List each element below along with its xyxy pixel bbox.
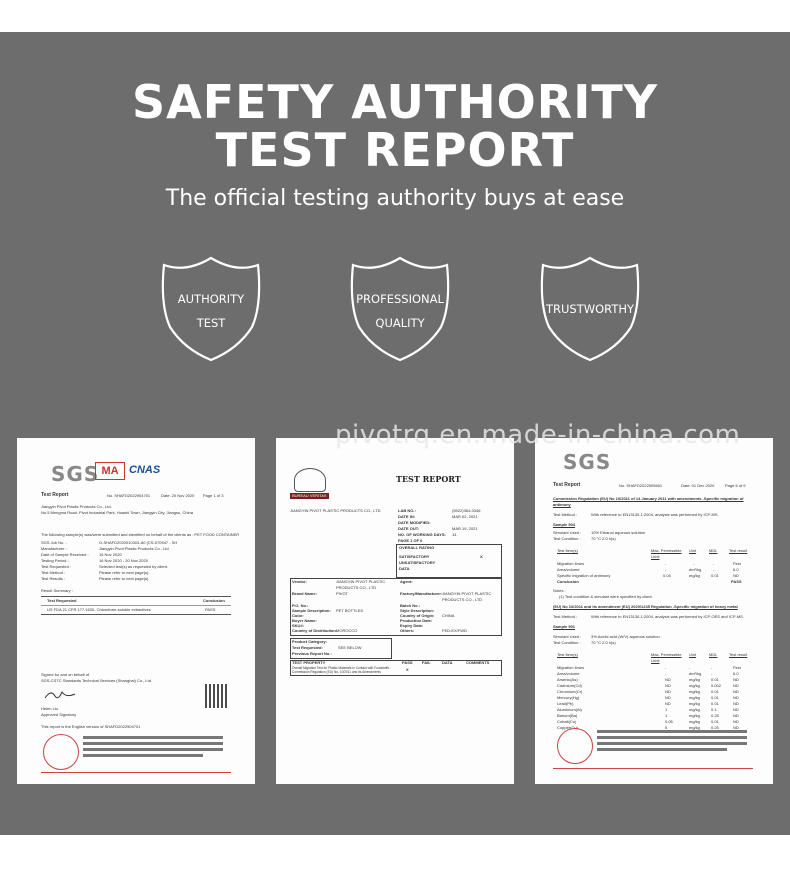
table-cell: mg/kg xyxy=(689,725,700,730)
date-out-label: DATE OUT: xyxy=(398,526,420,531)
table-rule xyxy=(41,596,231,597)
table-cell: mg/kg xyxy=(689,713,700,718)
column-header: Unit xyxy=(689,652,697,657)
table-cell: Conclusion xyxy=(557,579,579,584)
report-number: No. SHAFD2022505601 xyxy=(619,483,663,488)
table-cell: ND xyxy=(733,701,739,706)
sgs-logo: SGS xyxy=(51,462,100,486)
table-cell: 0.01 xyxy=(711,573,719,578)
table-cell: mg/kg xyxy=(689,719,700,724)
table-cell: ND xyxy=(733,707,739,712)
table-cell: - xyxy=(711,671,713,676)
table-header: DATA xyxy=(442,660,453,665)
cnas-logo: CNAS xyxy=(129,464,161,476)
regulation-heading: Commission Regulation (EU) No 10/2011 of 14 January 2011 with amendments -Specific migration of antimony xyxy=(553,496,744,507)
report-title: Test Report xyxy=(41,492,69,498)
field-key: Date of Sample Received : xyxy=(41,552,89,557)
table-cell: ND xyxy=(733,677,739,682)
table-cell: Mercury(Hg) xyxy=(557,695,580,700)
table-cell: 6.0 xyxy=(733,567,739,572)
column-header: Unit xyxy=(689,548,697,553)
page-title-line1: SAFETY AUTHORITY xyxy=(131,75,659,129)
table-cell: 0.25 xyxy=(711,725,719,730)
table-cell: ND xyxy=(733,713,739,718)
distribution-country-label: Country of Distribution: xyxy=(292,628,338,633)
table-cell: dm²/kg xyxy=(689,671,702,676)
report-page: Page 1 of 3 xyxy=(203,493,224,498)
client-name: JIANGYIN PIVOT PLASTIC PRODUCTS CO., LTD xyxy=(290,508,381,513)
table-cell: PASS xyxy=(731,579,742,584)
color-label: Color: xyxy=(292,613,304,618)
table-cell: - xyxy=(665,561,667,566)
table-cell: First xyxy=(733,561,741,566)
test-method-value: With reference to EN13130-1:2004, analysis was performed by ICP-OES and ICP-MS. xyxy=(591,614,744,619)
batch-label: Batch No.: xyxy=(400,603,420,608)
ma-logo: MA xyxy=(95,462,125,480)
seal-stamp-icon xyxy=(43,734,79,770)
table-cell: - xyxy=(693,561,695,566)
sample-description-value: PET BOTTLES xyxy=(336,608,364,613)
table-cell: ND xyxy=(665,701,671,706)
table-cell: US FDA 21 CFR 177.1630- Chloroform-soluble extractives xyxy=(47,607,151,612)
simulant-label: Simulant Used : xyxy=(553,634,582,639)
result-summary-label: Result Summary : xyxy=(41,588,73,593)
table-cell: ND xyxy=(733,689,739,694)
simulant-value: 10% Ethanol aqueous solution xyxy=(591,530,646,535)
table-cell: 0.25 xyxy=(711,713,719,718)
column-header: MDL xyxy=(709,548,718,553)
table-cell: First xyxy=(733,665,741,670)
report-date: Date: 20 Nov 2020 xyxy=(161,493,195,498)
working-days-value: 14 xyxy=(452,532,457,537)
table-cell: - xyxy=(665,665,667,670)
others-label: Others: xyxy=(400,628,415,633)
table-header: Test Requested xyxy=(47,598,77,603)
condition-value: 70 °C 2.0 h(s) xyxy=(591,640,616,645)
field-key: SGS Job No. : xyxy=(41,540,67,545)
table-cell: mg/kg xyxy=(689,701,700,706)
field-value: Please refer to next page(s). xyxy=(99,570,150,575)
regulation-heading: (EU) No 10/2011 and its amendment (EU) 2020/1245 Regulation -Specific migration of heavy metal xyxy=(553,604,738,609)
fine-print-line xyxy=(83,736,223,739)
table-cell: mg/kg xyxy=(689,573,700,578)
badge-label-line1: TRUSTWORTHY xyxy=(545,302,635,316)
table-cell: Migration times xyxy=(557,561,585,566)
table-cell: Area/volume xyxy=(557,567,580,572)
simulant-label: Simulant Used : xyxy=(553,530,582,535)
column-header: Max. Permissible Limit xyxy=(651,652,682,663)
table-cell: ND xyxy=(665,689,671,694)
badge-authority-test xyxy=(156,255,266,363)
table-cell: - xyxy=(713,561,715,566)
table-cell: mg/kg xyxy=(689,707,700,712)
table-cell: ND xyxy=(733,725,739,730)
table-cell: ND xyxy=(733,719,739,724)
signature-icon xyxy=(43,688,77,702)
rating-check-mark: X xyxy=(480,554,483,559)
sample-label: Sample 501 xyxy=(553,624,576,629)
note-text: (1) Test condition & simulant were specified by client. xyxy=(559,594,653,599)
signer-title: Approved Signatory xyxy=(41,712,77,717)
fine-print-line xyxy=(597,742,747,745)
table-cell: 1 xyxy=(665,713,668,718)
column-header: Test Item(s) xyxy=(557,652,578,657)
lab-no-value: (5922)364-0346 xyxy=(452,508,481,513)
table-cell: Aluminium(Al) xyxy=(557,707,582,712)
intro-text: The following sample(s) was/were submitted and identified on behalf of the clients as : PET FOOD CONTAINER xyxy=(41,532,240,537)
date-in-label: DATE IN: xyxy=(398,514,416,519)
vendor-value: JIANGYIN PIVOT PLASTIC PRODUCTS CO., LTD xyxy=(336,579,386,590)
condition-label: Test Condition : xyxy=(553,640,581,645)
bureau-veritas-logo-text: BUREAU VERITAS xyxy=(292,493,327,498)
previous-report-label: Previous Report No.: xyxy=(292,651,332,656)
table-cell: dm²/kg xyxy=(689,567,702,572)
field-value: Selected test(s) as requested by client. xyxy=(99,564,168,569)
footer-rule xyxy=(41,772,231,773)
table-header: PASS xyxy=(402,660,413,665)
table-header: FAIL xyxy=(422,660,431,665)
table-cell: ND xyxy=(665,695,671,700)
brand-value: PIVOT xyxy=(336,591,349,596)
table-cell: - xyxy=(665,671,667,676)
field-value: Please refer to next page(s). xyxy=(99,576,150,581)
sku-label: SKU#: xyxy=(292,623,305,628)
table-cell: 5 xyxy=(665,725,668,730)
date-modified-label: DATE MODIFIED: xyxy=(398,520,431,525)
bureau-veritas-logo-icon xyxy=(294,468,326,492)
buyer-label: Buyer Name: xyxy=(292,618,317,623)
table-cell: Migration times xyxy=(557,665,585,670)
table-cell: - xyxy=(711,665,713,670)
country-origin-value: CHINA xyxy=(442,613,455,618)
table-cell: ND xyxy=(665,677,671,682)
agent-label: Agent: xyxy=(400,579,413,584)
expiry-date-label: Expiry Date: xyxy=(400,623,424,628)
table-cell: ND xyxy=(665,683,671,688)
table-header: COMMENTS xyxy=(466,660,490,665)
fine-print-line xyxy=(83,742,223,745)
company-address: No.5 Mengma Road, Pivot Industrial Park, Huashi Town, Jiangyin City, Jiangsu, China xyxy=(41,510,193,515)
date-in-value: MAR.02, 2021 xyxy=(452,514,478,519)
table-cell: 0.01 xyxy=(711,689,719,694)
table-cell: mg/kg xyxy=(689,683,700,688)
table-cell: PASS xyxy=(205,607,216,612)
table-cell: Cadmium(Cd) xyxy=(557,683,582,688)
column-header: MDL xyxy=(709,652,718,657)
table-cell: 0.002 xyxy=(711,683,722,688)
footer-rule xyxy=(553,768,753,769)
page-subtitle: The official testing authority buys at ease xyxy=(165,186,625,211)
badge-label-line1: AUTHORITY xyxy=(177,292,245,306)
factory-label: Factory/Manufacturer: xyxy=(400,591,443,596)
badge-professional-quality xyxy=(345,255,455,363)
company-name: Jiangyin Pivot Plastic Products Co., Ltd. xyxy=(41,504,112,509)
production-date-label: Production Date: xyxy=(400,618,433,623)
column-header: Test result xyxy=(729,548,748,553)
table-cell: 1 xyxy=(665,707,668,712)
field-value: 16 Nov 2020 xyxy=(99,552,122,557)
working-days-label: NO. OF WORKING DAYS: xyxy=(398,532,446,537)
test-method-value: With reference to EN13130-1:2004, analysis was performed by ICP-MS. xyxy=(591,512,719,517)
overall-rating-label: OVERALL RATING xyxy=(399,545,435,550)
report-page: Page 6 of 9 xyxy=(725,483,746,488)
table-cell: 0.1 xyxy=(711,707,717,712)
vendor-label: Vendor: xyxy=(292,579,307,584)
fine-print-line xyxy=(83,748,223,751)
field-key: Test Results : xyxy=(41,576,66,581)
table-rule xyxy=(41,614,231,615)
field-key: Testing Period : xyxy=(41,558,69,563)
table-cell: Lead(Pb) xyxy=(557,701,574,706)
field-key: Test Method : xyxy=(41,570,66,575)
table-cell: Arsenic(As) xyxy=(557,677,578,682)
distribution-country-value: MOROCCO xyxy=(336,628,358,633)
table-cell: Specific migration of antimony xyxy=(557,573,611,578)
test-method-label: Test Method : xyxy=(553,614,578,619)
qr-code-icon xyxy=(205,684,229,708)
pass-check-mark: X xyxy=(406,667,409,672)
country-origin-label: Country of Origin: xyxy=(400,613,435,618)
fine-print-line xyxy=(597,748,727,751)
column-header: Test result xyxy=(729,652,748,657)
page-count: PAGE 1 OF 6 xyxy=(398,538,423,543)
report-number: No. SHAFD2022904701 xyxy=(107,493,151,498)
table-cell: ND xyxy=(733,573,739,578)
signed-company: SGS-CSTC Standards Technical Services (Shanghai) Co., Ltd. xyxy=(41,678,153,683)
table-cell: Chromium(Cr) xyxy=(557,689,583,694)
table-cell: 0.01 xyxy=(711,719,719,724)
field-key: Manufacturer : xyxy=(41,546,67,551)
others-value: FED-EX/FWD xyxy=(442,628,467,633)
table-cell: 0.01 xyxy=(711,677,719,682)
lab-no-label: LAB NO.: xyxy=(398,508,416,513)
report-title: TEST REPORT xyxy=(396,474,461,484)
table-cell: mg/kg xyxy=(689,677,700,682)
simulant-value: 3% Acetic acid (W/V) aqueous solution xyxy=(591,634,660,639)
test-requested-label: Test Requested: xyxy=(292,645,323,650)
sgs-logo: SGS xyxy=(563,450,612,474)
field-value: Jiangyin Pivot Plastic Products Co., Ltd xyxy=(99,546,169,551)
field-value: O-SHAFD2020010303-A0 (CS-070947 - SH xyxy=(99,540,178,545)
footer-note: This report is the English version of SHAFD2022904701 xyxy=(41,724,141,729)
column-header: Max. Permissible Limit xyxy=(651,548,682,559)
table-cell: mg/kg xyxy=(689,689,700,694)
badge-trustworthy xyxy=(535,255,645,363)
style-description-label: Style Description: xyxy=(400,608,435,613)
table-cell: Cobalt(Co) xyxy=(557,719,577,724)
product-category-label: Product Category: xyxy=(292,639,327,644)
report-document-sgs-2 xyxy=(535,438,773,784)
report-document-sgs-1 xyxy=(17,438,255,784)
fine-print-line xyxy=(83,754,203,757)
sample-label: Sample 504 xyxy=(553,522,576,527)
table-cell: ND xyxy=(733,683,739,688)
condition-value: 70 °C 2.0 h(s) xyxy=(591,536,616,541)
table-cell: 6.0 xyxy=(733,671,739,676)
table-cell: 0.05 xyxy=(665,719,673,724)
table-cell: 0.04 xyxy=(663,573,671,578)
rating-option: UNSATISFACTORY xyxy=(399,560,436,565)
brand-label: Brand Name: xyxy=(292,591,317,596)
badge-label-line2: QUALITY xyxy=(375,316,425,330)
rating-option: DATA xyxy=(399,566,410,571)
fine-print-line xyxy=(597,730,747,733)
table-cell: - xyxy=(665,567,667,572)
table-cell: Copper(Cu) xyxy=(557,725,578,730)
table-cell: Barium(Ba) xyxy=(557,713,578,718)
watermark-text: pivotrq.en.made-in-china.com xyxy=(335,420,741,450)
table-header: TEST PROPERTY xyxy=(292,660,326,665)
po-label: P.O. No.: xyxy=(292,603,309,608)
table-cell: ND xyxy=(733,695,739,700)
report-title: Test Report xyxy=(553,482,581,488)
table-header: Conclusion xyxy=(203,598,225,603)
page-title-line2: TEST REPORT xyxy=(215,123,575,177)
condition-label: Test Condition : xyxy=(553,536,581,541)
signed-text: Signed for and on behalf of xyxy=(41,672,90,677)
column-header: Test Item(s) xyxy=(557,548,578,553)
table-cell: Area/volume xyxy=(557,671,580,676)
notes-label: Notes : xyxy=(553,588,566,593)
test-requested-value: SEE BELOW xyxy=(338,645,362,650)
table-cell: 0.01 xyxy=(711,701,719,706)
badge-label-line1: PROFESSIONAL xyxy=(356,292,444,306)
table-cell: 0.01 xyxy=(711,695,719,700)
date-out-value: MAR.19, 2021 xyxy=(452,526,478,531)
table-cell: mg/kg xyxy=(689,695,700,700)
table-rule xyxy=(41,605,231,606)
signer-name: Helen Liu xyxy=(41,706,58,711)
sample-description-label: Sample Description: xyxy=(292,608,331,613)
fine-print-line xyxy=(597,736,747,739)
table-cell: - xyxy=(713,567,715,572)
field-key: Test Requested : xyxy=(41,564,72,569)
seal-stamp-icon xyxy=(557,728,593,764)
factory-value: JIANGYIN PIVOT PLASTIC PRODUCTS CO., LTD xyxy=(442,591,492,602)
test-property-cell: Overall Migration Test for Plastic Materials in Contact with Foodstuffs - Commission Regulation (EU) No. 10/2011 and its Amendments xyxy=(292,666,391,674)
field-value: 16 Nov 2020 - 20 Nov 2020 xyxy=(99,558,148,563)
table-cell: - xyxy=(689,665,691,670)
test-method-label: Test Method : xyxy=(553,512,578,517)
badge-label-line2: TEST xyxy=(196,316,226,330)
rating-option: SATISFACTORY xyxy=(399,554,430,559)
report-document-bureau-veritas xyxy=(276,438,514,784)
report-date: Date: 01 Dec 2020 xyxy=(681,483,715,488)
